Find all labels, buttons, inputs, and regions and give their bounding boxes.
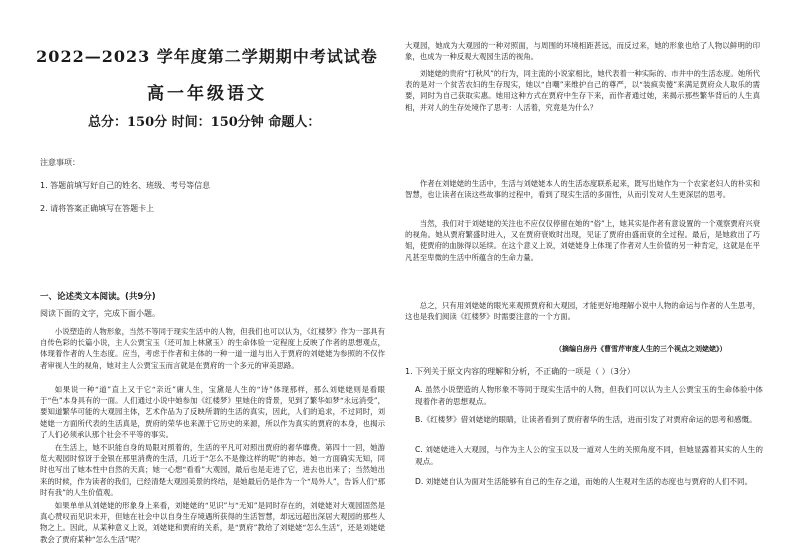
question-stem: 1. 下列关于原文内容的理解和分析，不正确的一项是（ ）（3分） (405, 367, 635, 376)
exam-meta: 总分：150分 时间：150分钟 命题人： (88, 115, 321, 130)
section-heading: 一、论述类文本阅读。(共9分) (40, 292, 156, 302)
passage-paragraph: 大观园，她成为大观园的一种对照面，与周围的环境相距甚远，而反过来，她的形象也给了人物以鲜明的印象，也成为一种反观大观园生活的视角。 (405, 41, 760, 62)
notes-item: 1. 答题前填写好自己的姓名、班级、考号等信息 (40, 181, 211, 190)
notes-item: 2. 请将答案正确填写在答题卡上 (40, 204, 155, 213)
notes-heading: 注意事项： (40, 158, 80, 167)
option-b[interactable]: B.《红楼梦》借刘姥姥的眼睛，让读者看到了贾府奢华的生活，进而引发了对贾府命运的思考和感慨。 (415, 415, 757, 424)
option-d[interactable]: D. 刘姥姥自认为面对生活能够有自己的生存之道，而她的人生观对生活的态度也与贾府的人们不同。 (415, 477, 753, 486)
passage-paragraph: 当然，我们对于刘姥姥的关注也不应仅仅停留在她的“俗”上，她其实是作者有意设置的一个观察贾府兴衰的视角。她从贾府繁盛时进入，又在贾府衰败时出现，见证了贾府由盛而衰的全过程。最后，是她救出了巧姐，使贾府的血脉得以延续。在这个意义上说，刘姥姥身上体现了作者对人生价值的另一种肯定，这就是在平凡甚至卑微的生活中所蕴含的生命力量。 (405, 219, 760, 262)
passage-paragraph: 如果单单从刘姥姥的形象身上来看，刘姥姥的“见识”与“无知”是同时存在的，刘姥姥对大观园固然是真心赞叹而见识未开，但她在社会中以自身生存境遇所获得的生活智慧，却远远超出深居大观园的那些人物之上。因此，从某种意义上说，刘姥姥和贾府的关系，是“贾府”教给了刘姥姥“怎么生活”，还是刘姥姥教会了贾府某种“怎么生活”呢？ (40, 501, 385, 544)
passage-paragraph: 小说塑造的人物形象，当然不等同于现实生活中的人物，但我们也可以认为，《红楼梦》作为一部具有自传色彩的长篇小说，主人公贾宝玉（还可加上林黛玉）的生命体验一定程度上反映了作者的思想观点，体现着作者的人生态度。应当，考虑于作者和主体的一种一道一道与出入于贾府的刘姥姥为参照的不仅作者审视人生的视角，她对主人公贾宝玉而言就是在贾府的一个多元的审美思路。 (40, 327, 385, 370)
passage-paragraph: 如果说一种“道”直上又于它“亲近”庸人生，宝黛是人生的“诗”体现那样，那么刘姥姥则是看眼于“色”本身具有的一面。人们通过小说中她参加《红楼梦》里她住的背景，见到了繁华如梦“永远消受”，要知道繁华可能的大观园主体，艺术作品为了反映所谓的生活的真实，因此，人们的追求，不过同时，刘姥姥一方面所代表的生活真是，贾府的荣华也来源于它历史的来源，所以作为真实的贾府的本身，也揭示了人们必须承认那个社会不平等的事实。 (40, 385, 385, 439)
passage-paragraph: 总之，只有用刘姥姥的眼光来观照贾府和大观园，才能更好地理解小说中人物的命运与作者的人生思考，这也是我们阅读《红楼梦》时需要注意的一个方面。 (405, 301, 760, 322)
notes-block (40, 157, 210, 226)
passage-paragraph: 在生活上，她不识能自身的局限对照着的，生活的平凡可对照出贾府的奢华靡费。第四十一回，她游览大观园时惊讶于金银在那里消费的生活，几近于“怎么不是像这样的呢”的神态。她一方面确实无知，同时也写出了她本性中自然的天真；她一心想“看看”大观园，最后也是走进了它，进去也出来了；当然她出来的时候，作为读者的我们，已经清楚大观园美景的终结，是她最后仍是作为一个“局外人”，告诉人们“那时有我”的人生价值观。 (40, 443, 385, 497)
option-a[interactable]: A. 虽然小说塑造的人物形象不等同于现实生活中的人物，但我们可以认为主人公贾宝玉的生命体验中体现着作者的思想观点。 (415, 385, 763, 406)
option-c[interactable]: C. 刘姥姥进入大观园，与作为主人公的宝玉以及一道对人生的关照角度不同，但她显露着其实的人生的观点。 (415, 445, 763, 466)
exam-title: 2022—2023 学年度第二学期期中考试试卷 (36, 47, 378, 66)
passage-source: （摘编自房丹《曹雪芹审度人生的三个视点之刘姥姥》） (555, 344, 727, 353)
section-intro: 阅读下面的文字，完成下面小题。 (40, 309, 160, 318)
passage-paragraph: 作者在刘姥姥的生活中，生活与刘姥姥本人的生活态度联系起来，既写出她作为一个农家老妇人的朴实和智慧，也让读者在读这些故事的过程中，看到了现实生活的多面性，从而引发对人生更深层的思考。 (405, 179, 760, 200)
exam-subtitle: 高一年级语文 (147, 84, 267, 104)
passage-paragraph: 刘姥姥的贵府“打秋风”的行为，同主流的小说家相比，她代表着一种实际的、市井中的生活态度。她所代表的是对一个贫苦农妇的生存现实，她以“自嘲”来维护自己的尊严，以“装疯卖傻”来满足贾府众人取乐的需要，同时为自己获取实惠。她用这种方式在贾府中生存下来，而作者通过她，来揭示那些繁华背后的人生真相，并对人的生存处境作了思考：人活着，究竟是为什么？ (405, 69, 760, 112)
